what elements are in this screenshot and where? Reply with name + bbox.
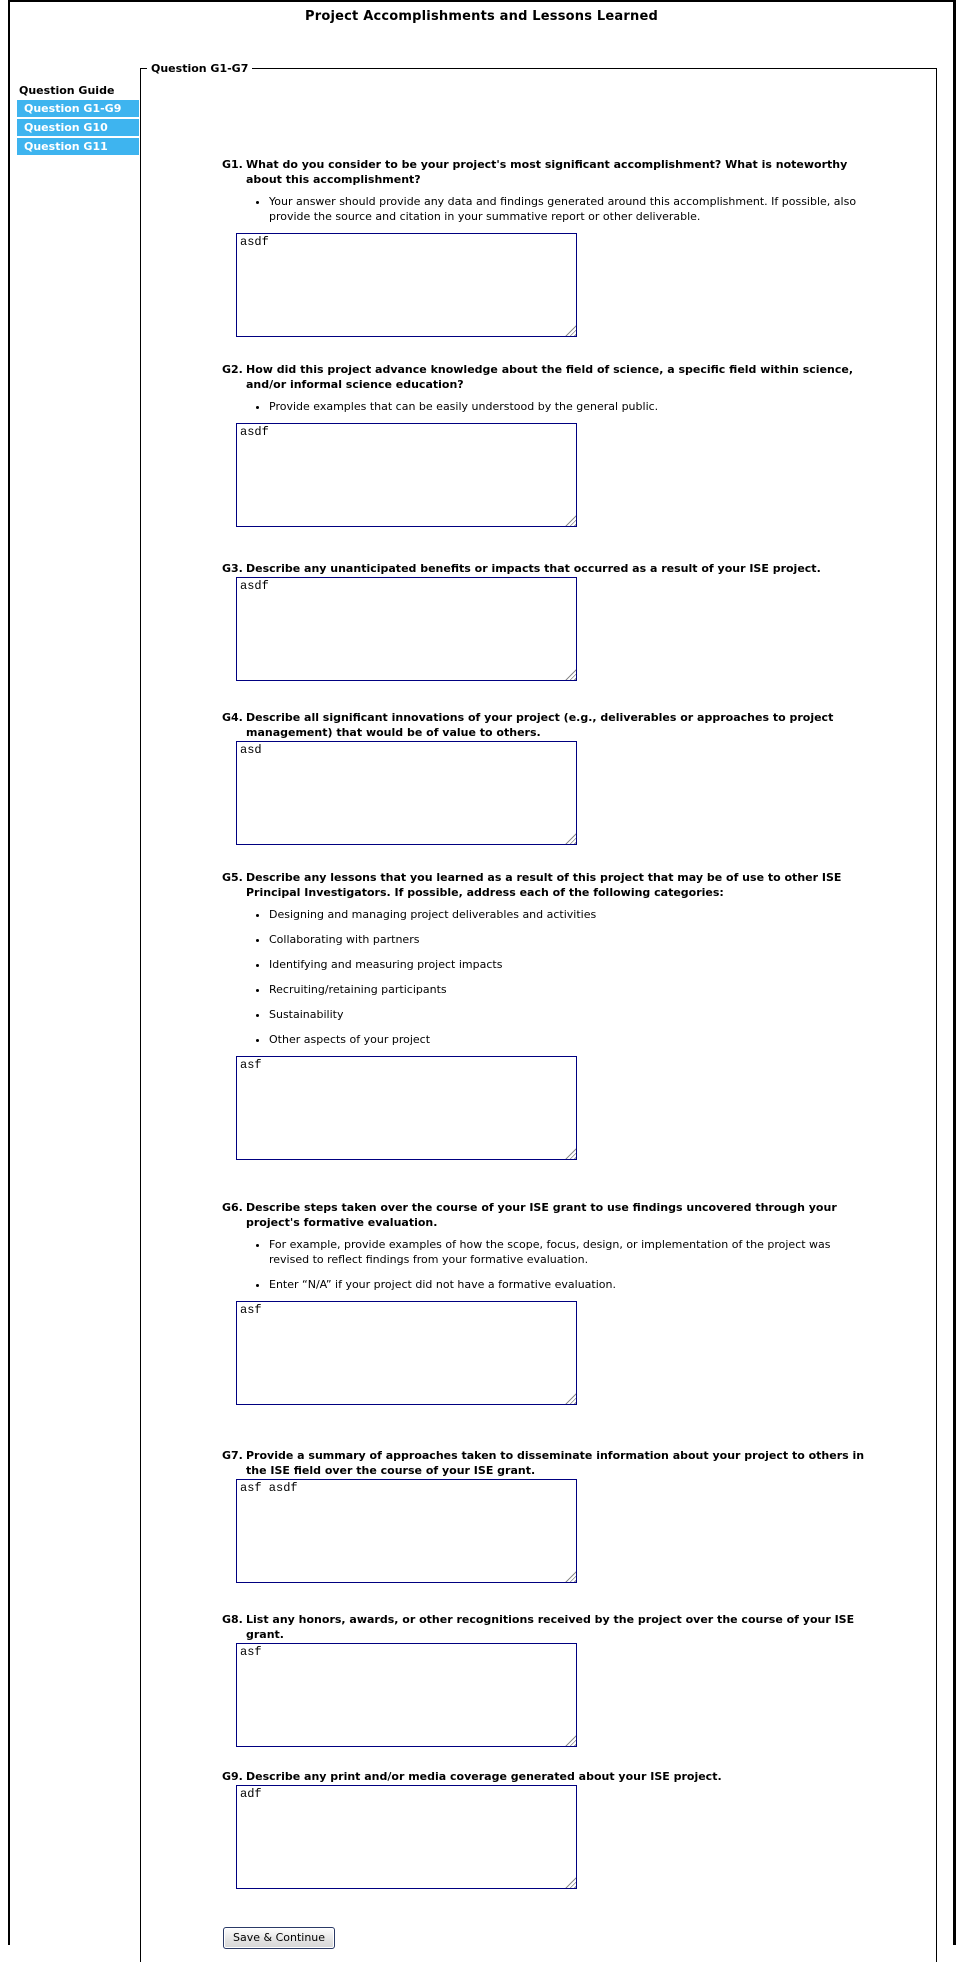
question-text: How did this project advance knowledge about the field of science, a specific field within science, and/or informal science education?	[246, 363, 853, 391]
bullet-item: • Recruiting/retaining participants	[269, 982, 867, 997]
question-text: Describe any lessons that you learned as a result of this project that may be of use to other ISE Principal Investigators. If possible, address each of the following categories:	[246, 871, 842, 899]
question-heading	[222, 1612, 886, 1642]
question-number: G2.	[222, 363, 243, 376]
question-text: Describe all significant innovations of your project (e.g., deliverables or approaches to project management) that would be of value to others.	[246, 711, 834, 739]
question-heading	[222, 1769, 886, 1784]
answer-textarea[interactable]	[236, 1479, 577, 1583]
question-block	[222, 870, 902, 1160]
question-text: Describe any unanticipated benefits or impacts that occurred as a result of your ISE project.	[246, 562, 821, 575]
answer-textarea[interactable]	[236, 1785, 577, 1889]
question-block	[222, 710, 902, 845]
bullet-item: • Designing and managing project deliverables and activities	[269, 907, 867, 922]
question-heading	[222, 561, 886, 576]
bullet-item: • Sustainability	[269, 1007, 867, 1022]
question-block	[222, 157, 902, 337]
sidebar-item-2[interactable]: Question G10	[17, 119, 139, 136]
answer-field-wrap	[236, 741, 577, 845]
question-number: G8.	[222, 1613, 243, 1626]
answer-textarea[interactable]	[236, 741, 577, 845]
sidebar-item-1[interactable]: Question G1-G9	[17, 100, 139, 117]
answer-textarea[interactable]	[236, 577, 577, 681]
question-block	[222, 1448, 902, 1583]
question-bullets	[222, 1237, 867, 1292]
question-number: G9.	[222, 1770, 243, 1783]
questions-fieldset	[140, 62, 937, 1962]
fieldset-legend: Question G1-G7	[151, 62, 249, 75]
answer-field-wrap	[236, 1785, 577, 1889]
question-text: Describe any print and/or media coverage generated about your ISE project.	[246, 1770, 722, 1783]
question-heading	[222, 1200, 886, 1230]
bullet-item: • Enter “N/A” if your project did not have a formative evaluation.	[269, 1277, 867, 1292]
question-text: List any honors, awards, or other recognitions received by the project over the course of your ISE grant.	[246, 1613, 855, 1641]
answer-field-wrap	[236, 233, 577, 337]
question-text: Provide a summary of approaches taken to disseminate information about your project to others in the ISE field over the course of your ISE grant.	[246, 1449, 865, 1477]
question-bullets	[222, 399, 867, 414]
question-text: What do you consider to be your project's most significant accomplishment? What is noteworthy about this accomplishment?	[246, 158, 848, 186]
question-number: G4.	[222, 711, 243, 724]
answer-field-wrap	[236, 1643, 577, 1747]
answer-field-wrap	[236, 1056, 577, 1160]
bullet-item: • Provide examples that can be easily understood by the general public.	[269, 399, 867, 414]
question-block	[222, 1200, 902, 1405]
question-number: G1.	[222, 158, 243, 171]
question-heading	[222, 157, 886, 187]
question-number: G3.	[222, 562, 243, 575]
question-bullets	[222, 907, 867, 1047]
bullet-item: • Collaborating with partners	[269, 932, 867, 947]
answer-textarea[interactable]	[236, 233, 577, 337]
answer-textarea[interactable]	[236, 1643, 577, 1747]
question-number: G5.	[222, 871, 243, 884]
page-title: Project Accomplishments and Lessons Learned	[305, 9, 658, 24]
bullet-item: • Your answer should provide any data and findings generated around this accomplishment. If possible, also provide the source and citation in your summative report or other deliverable.	[269, 194, 867, 224]
question-block	[222, 1769, 902, 1889]
question-block	[222, 561, 902, 681]
sidebar-heading: Question Guide	[19, 84, 115, 97]
answer-textarea[interactable]	[236, 1301, 577, 1405]
bullet-item: • Other aspects of your project	[269, 1032, 867, 1047]
bullet-item: • Identifying and measuring project impacts	[269, 957, 867, 972]
bullet-item: • For example, provide examples of how the scope, focus, design, or implementation of the project was revised to reflect findings from your formative evaluation.	[269, 1237, 867, 1267]
answer-field-wrap	[236, 423, 577, 527]
question-number: G6.	[222, 1201, 243, 1214]
question-heading	[222, 362, 886, 392]
question-bullets	[222, 194, 867, 224]
answer-textarea[interactable]	[236, 423, 577, 527]
sidebar-items	[17, 100, 139, 155]
question-heading	[222, 1448, 886, 1478]
question-text: Describe steps taken over the course of your ISE grant to use findings uncovered through your project's formative evaluation.	[246, 1201, 837, 1229]
answer-textarea[interactable]	[236, 1056, 577, 1160]
answer-field-wrap	[236, 1479, 577, 1583]
page-frame	[8, 0, 956, 1945]
question-guide-sidebar	[17, 83, 139, 157]
answer-field-wrap	[236, 1301, 577, 1405]
question-heading	[222, 710, 886, 740]
sidebar-item-3[interactable]: Question G11	[17, 138, 139, 155]
answer-field-wrap	[236, 577, 577, 681]
question-block	[222, 1612, 902, 1747]
question-heading	[222, 870, 886, 900]
save-continue-button[interactable]: Save & Continue	[223, 1927, 335, 1949]
question-number: G7.	[222, 1449, 243, 1462]
question-block	[222, 362, 902, 527]
